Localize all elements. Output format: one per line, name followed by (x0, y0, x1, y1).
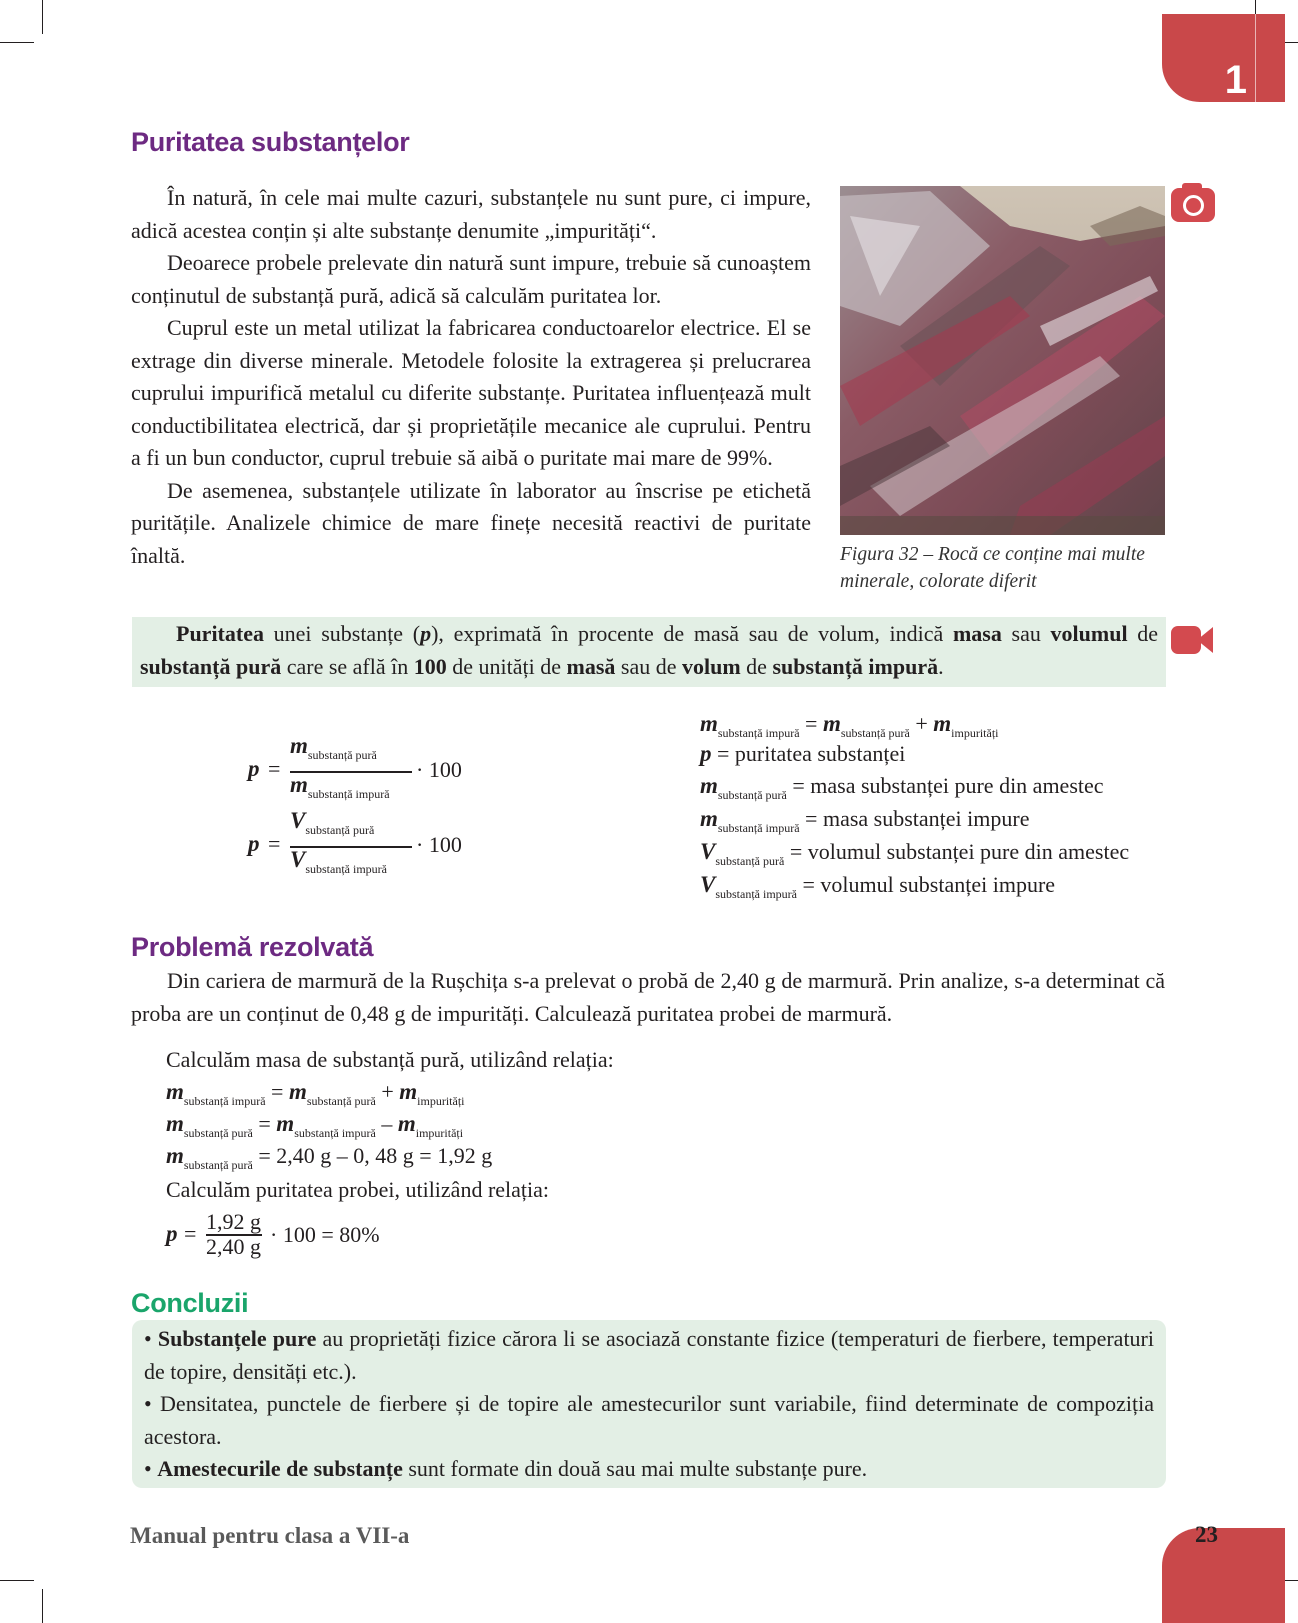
def-symbol: p (420, 621, 432, 646)
legend-item (700, 872, 1055, 902)
subscript: substanță pură (183, 1158, 253, 1172)
definition-box (132, 617, 1166, 687)
equals: = (271, 1079, 284, 1104)
conclusion-item (144, 1453, 1154, 1486)
formula-mass-purity (248, 733, 478, 803)
camera-icon[interactable] (1171, 188, 1215, 222)
subscript: substanță impură (717, 821, 800, 835)
def-text: de (740, 654, 773, 679)
page-number: 23 (1195, 1522, 1218, 1547)
legend-symbol: m (700, 806, 718, 831)
times-100: · 100 (416, 757, 462, 782)
calc-result: = 2,40 g – 0, 48 g = 1,92 g (252, 1143, 493, 1168)
def-bold: volum (681, 654, 741, 679)
section-title-puritatea: Puritatea substanțelor (131, 127, 410, 157)
crop-mark (0, 42, 34, 43)
subscript: impurități (417, 1094, 465, 1108)
def-bold: 100 (413, 654, 447, 679)
paragraph: În natură, în cele mai multe cazuri, substanțele nu sunt pure, ci impure, adică acestea conțin și alte substanțe denumite „impurități“. (131, 185, 811, 243)
crop-mark (42, 1589, 43, 1623)
chapter-tab (1162, 14, 1285, 102)
symbol-m: m (276, 1111, 295, 1136)
rock-image (840, 186, 1165, 535)
step-text: Calculăm masa de substanță pură, utilizând relația: (166, 1047, 614, 1072)
times-100: · 100 (416, 832, 462, 857)
paragraph: Cuprul este un metal utilizat la fabricarea conductoarelor electrice. El se extrage din diverse minerale. Metodele folosite la extragerea și prelucrarea cuprului impurifică metalul cu diferite substanțe. Puritatea influențează mult conductibilitatea electrică, dar și proprietățile mecanice ale cuprului. Pentru a fi un bun conductor, cuprul trebuie să aibă o puritate mai mare de 99%. (131, 315, 811, 470)
symbol-p: p (166, 1221, 178, 1246)
subscript: substanță impură (183, 1094, 266, 1108)
subscript: substanță pură (840, 726, 910, 740)
symbol-m: m (290, 733, 308, 758)
symbol-v: V (290, 808, 306, 833)
formula-volume-purity (248, 808, 478, 878)
conclusion-bold: Substanțele pure (157, 1326, 317, 1351)
bullet: • (144, 1391, 152, 1416)
legend-item (700, 773, 1104, 803)
def-term: Puritatea (176, 621, 264, 646)
legend-item (700, 741, 905, 767)
def-bold: masa (952, 621, 1002, 646)
section-title-problema: Problemă rezolvată (131, 932, 374, 962)
def-text: . (938, 654, 944, 679)
legend-text: = volumul substanței impure (797, 872, 1056, 897)
def-text: de unități de (446, 654, 567, 679)
def-bold: substanță pură (140, 654, 282, 679)
numerator (290, 808, 374, 838)
subscript: substanță impură (717, 726, 800, 740)
def-text: care se află în (281, 654, 414, 679)
legend-text: = volumul substanței pure din amestec (784, 839, 1130, 864)
symbol-m: m (822, 711, 841, 736)
subscript: substanță impură (305, 862, 387, 876)
equals: = (805, 711, 818, 736)
minus: – (381, 1111, 393, 1136)
symbol-p: p (248, 756, 260, 781)
legend-item (700, 806, 1029, 836)
def-text: de (1127, 621, 1158, 646)
conclusion-bold: Amestecurile de substanțe (157, 1456, 403, 1481)
plus: + (915, 711, 928, 736)
subscript: substanță pură (183, 1126, 253, 1140)
step-text: Calculăm puritatea probei, utilizând relația: (166, 1177, 550, 1202)
rock-photo (840, 186, 1165, 535)
calc-line-3 (166, 1143, 492, 1173)
subscript: impurități (951, 726, 999, 740)
conclusion-item (144, 1388, 1154, 1453)
paragraph: Deoarece probele prelevate din natură sunt impure, trebuie să cunoaștem conținutul de substanță pură, adică să calculăm puritatea lor. (131, 250, 811, 308)
subscript: substanță impură (294, 1126, 376, 1140)
legend-text: = masa substanței impure (799, 806, 1030, 831)
subscript: substanță pură (306, 1094, 376, 1108)
subscript: substanță pură (715, 854, 785, 868)
subscript: impurități (415, 1126, 464, 1140)
problem-statement (131, 965, 1165, 1030)
chapter-number: 1 (1224, 58, 1247, 102)
def-bold: volumul (1050, 621, 1128, 646)
conclusion-text: Densitatea, punctele de fierbere și de topire ale amestecurilor sunt variabile, fiind determinate de compoziția acestora. (144, 1391, 1154, 1449)
denominator (290, 772, 390, 802)
page-corner-tab (1162, 1528, 1285, 1623)
calc-line-1 (166, 1079, 464, 1109)
def-text: sau de (615, 654, 682, 679)
symbol-m: m (288, 1079, 307, 1104)
symbol-m: m (933, 711, 952, 736)
denominator (290, 847, 387, 877)
paragraph: Din cariera de marmură de la Rușchița s-a prelevat o probă de 2,40 g de marmură. Prin analize, s-a determinat că proba are un conținut de 0,48 g de impurități. Calculează puritatea probei de marmură. (131, 968, 1165, 1026)
definition-text (140, 617, 1158, 683)
subscript: substanță impură (307, 787, 390, 801)
legend-symbol: p (700, 741, 712, 766)
conclusion-text: au proprietăți fizice cărora li se asociază constante fizice (temperaturi de fierbere, temperaturi de topire, densități etc.). (144, 1326, 1154, 1384)
legend-symbol: V (700, 839, 716, 864)
intro-text (131, 182, 811, 572)
conclusions-box (132, 1320, 1166, 1488)
video-lens (1197, 627, 1213, 653)
calc-result: · 100 = 80% (270, 1222, 380, 1247)
def-text: ), exprimată în procente de masă sau de volum, indică (431, 621, 953, 646)
subscript: substanță pură (305, 823, 375, 837)
footer-book-title: Manual pentru clasa a VII-a (130, 1523, 410, 1548)
equals: = (268, 756, 281, 781)
symbol-m: m (397, 1111, 416, 1136)
symbol-m: m (700, 711, 718, 736)
bullet: • (144, 1456, 152, 1481)
legend-symbol: V (700, 872, 716, 897)
crop-mark (42, 0, 43, 34)
bullet: • (144, 1326, 152, 1351)
equals: = (184, 1221, 197, 1246)
legend-symbol: m (700, 773, 718, 798)
symbol-p: p (248, 831, 260, 856)
legend-text: = puritatea substanței (711, 741, 906, 766)
subscript: substanță pură (717, 788, 787, 802)
equals: = (268, 831, 281, 856)
symbol-m: m (166, 1143, 184, 1168)
conclusion-item (144, 1323, 1154, 1388)
camera-lens (1183, 195, 1204, 216)
def-bold: substanță impură (772, 654, 939, 679)
crop-mark (0, 1580, 34, 1581)
paragraph: De asemenea, substanțele utilizate în laborator au înscrise pe etichetă puritățile. Analizele chimice de mare finețe necesită reactivi de puritate înaltă. (131, 477, 811, 568)
def-bold: masă (566, 654, 616, 679)
symbol-m: m (166, 1079, 184, 1104)
denominator: 2,40 g (206, 1234, 261, 1259)
equals: = (258, 1111, 271, 1136)
mass-balance-equation (700, 711, 998, 741)
legend-text: = masa substanței pure din amestec (786, 773, 1104, 798)
symbol-m: m (399, 1079, 418, 1104)
symbol-v: V (290, 847, 306, 872)
conclusion-text: sunt formate din două sau mai multe substanțe pure. (402, 1456, 868, 1481)
subscript: substanță impură (715, 887, 797, 901)
section-title-concluzii: Concluzii (131, 1288, 249, 1318)
crop-mark (1255, 14, 1256, 102)
def-text: sau (1001, 621, 1051, 646)
numerator (290, 733, 377, 763)
symbol-m: m (290, 772, 308, 797)
purity-calculation (166, 1209, 426, 1269)
numerator: 1,92 g (206, 1209, 261, 1234)
symbol-m: m (166, 1111, 184, 1136)
subscript: substanță pură (307, 748, 377, 762)
figure-caption: Figura 32 – Rocă ce conține mai multe minerale, colorate diferit (840, 544, 1145, 592)
legend-item (700, 839, 1129, 869)
video-camera-icon[interactable] (1171, 624, 1213, 656)
plus: + (381, 1079, 394, 1104)
def-text: unei substanțe ( (263, 621, 421, 646)
calc-line-2 (166, 1111, 463, 1141)
